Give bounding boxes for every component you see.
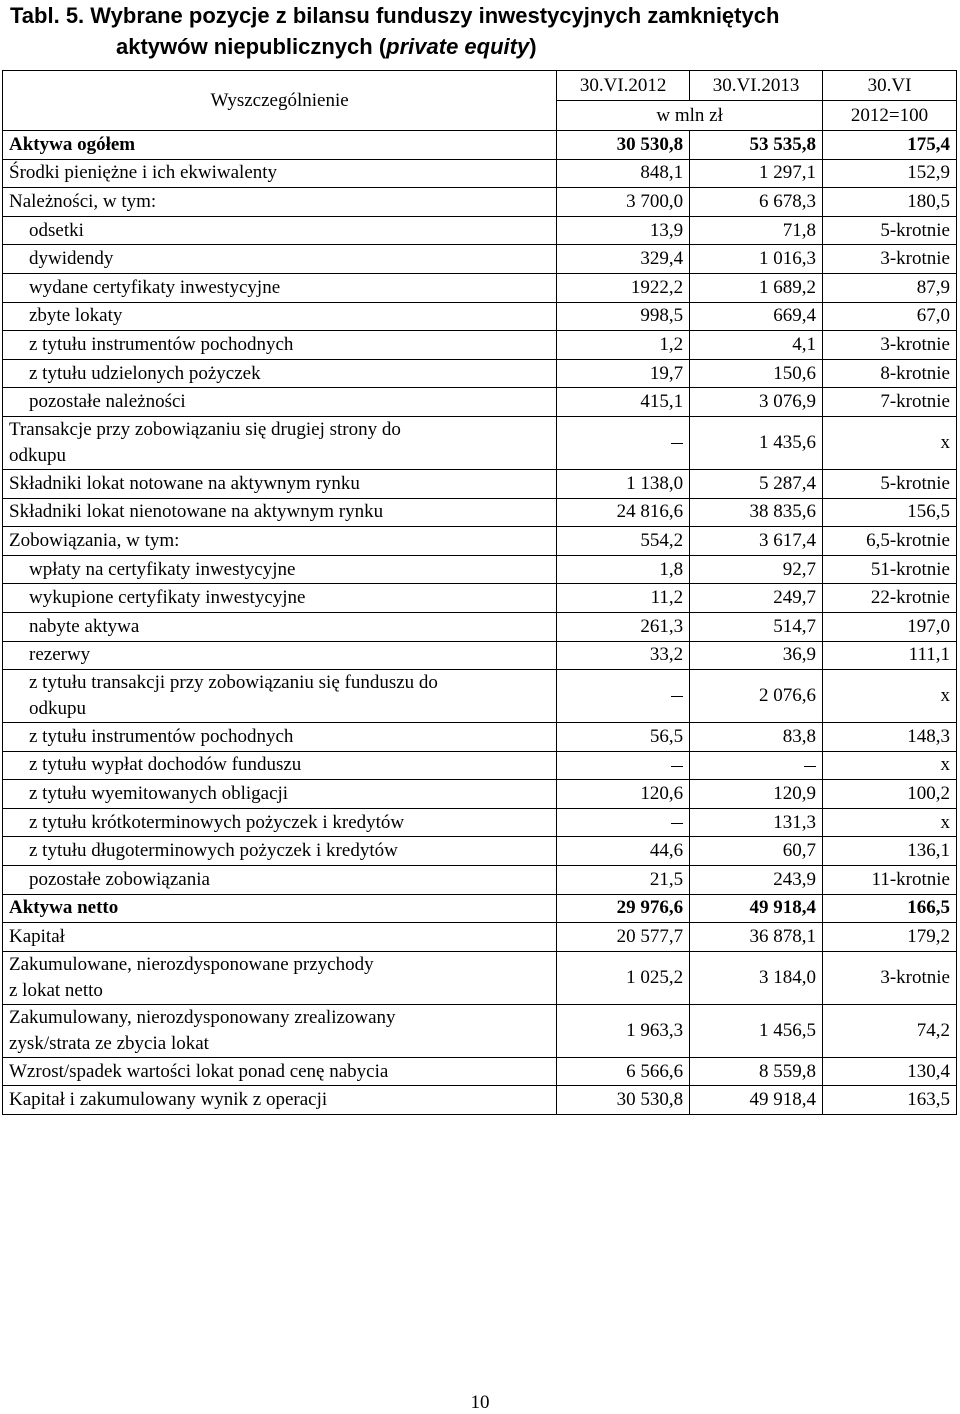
cell-index: 5-krotnie [823,469,957,498]
balance-table [2,70,957,1115]
cell-index: 51-krotnie [823,555,957,584]
cell-2013: 243,9 [690,866,823,895]
table-title-line2: aktywów niepublicznych (private equity) [116,34,537,59]
row-label: z tytułu krótkoterminowych pożyczek i kredytów [3,808,557,837]
cell-index: x [823,416,957,469]
cell-2012: 1,2 [557,331,690,360]
cell-index: x [823,751,957,780]
cell-index: 136,1 [823,837,957,866]
cell-2013: 6 678,3 [690,188,823,217]
cell-index: 74,2 [823,1004,957,1057]
cell-2013: 514,7 [690,612,823,641]
cell-2012 [557,751,690,780]
row-label: zbyte lokaty [3,302,557,331]
cell-index: 166,5 [823,894,957,923]
cell-2013: 36 878,1 [690,923,823,952]
row-label: wykupione certyfikaty inwestycyjne [3,584,557,613]
table-title [10,0,950,62]
cell-2012: 21,5 [557,866,690,895]
table-title-line1: Tabl. 5. Wybrane pozycje z bilansu funduszy inwestycyjnych zamkniętych [10,3,780,28]
cell-2012: 44,6 [557,837,690,866]
cell-2012: 261,3 [557,612,690,641]
cell-index: 111,1 [823,641,957,670]
row-label: z tytułu instrumentów pochodnych [3,331,557,360]
cell-2012: 30 530,8 [557,131,690,160]
cell-2012: 1 963,3 [557,1004,690,1057]
table-row [3,302,957,331]
row-label: Składniki lokat notowane na aktywnym rynku [3,469,557,498]
header-col-index: 30.VI [823,71,957,101]
row-label: Kapitał [3,923,557,952]
cell-2013: 120,9 [690,780,823,809]
header-col-2012: 30.VI.2012 [557,71,690,101]
table-row [3,331,957,360]
cell-2013: 1 016,3 [690,245,823,274]
row-label: Należności, w tym: [3,188,557,217]
table-row [3,584,957,613]
table-row [3,555,957,584]
table-row [3,359,957,388]
cell-2013: 53 535,8 [690,131,823,160]
table-row [3,131,957,160]
cell-index: 3-krotnie [823,331,957,360]
cell-2013: 3 617,4 [690,527,823,556]
row-label: odsetki [3,216,557,245]
page-number: 10 [470,1392,490,1413]
cell-2012: 1 138,0 [557,469,690,498]
cell-index: 7-krotnie [823,388,957,417]
cell-2012 [557,416,690,469]
table-row [3,159,957,188]
row-label: Wzrost/spadek wartości lokat ponad cenę nabycia [3,1057,557,1086]
table-row [3,837,957,866]
cell-index: 3-krotnie [823,951,957,1004]
table-row [3,527,957,556]
cell-2013: 1 456,5 [690,1004,823,1057]
dash-mark [671,766,683,767]
table-row [3,866,957,895]
dash-mark [804,766,816,767]
table-row [3,469,957,498]
cell-2013: 1 297,1 [690,159,823,188]
row-label: z tytułu długoterminowych pożyczek i kredytów [3,837,557,866]
cell-2013: 249,7 [690,584,823,613]
row-label: pozostałe zobowiązania [3,866,557,895]
row-label: z tytułu wypłat dochodów funduszu [3,751,557,780]
dash-mark [671,696,683,697]
table-row [3,1004,957,1057]
cell-index: 5-krotnie [823,216,957,245]
cell-index: x [823,808,957,837]
table-row [3,245,957,274]
row-label: z tytułu wyemitowanych obligacji [3,780,557,809]
cell-2013: 36,9 [690,641,823,670]
cell-2013: 3 076,9 [690,388,823,417]
header-col-2013: 30.VI.2013 [690,71,823,101]
cell-2012: 19,7 [557,359,690,388]
table-row [3,612,957,641]
table-row [3,670,957,723]
table-row [3,273,957,302]
cell-index: 156,5 [823,498,957,527]
cell-index: 100,2 [823,780,957,809]
table-row [3,1086,957,1115]
row-label: Aktywa netto [3,894,557,923]
cell-2012: 20 577,7 [557,923,690,952]
row-label: z tytułu transakcji przy zobowiązaniu się funduszu do odkupu [3,670,557,723]
table-row [3,388,957,417]
cell-2013: 2 076,6 [690,670,823,723]
cell-2012: 415,1 [557,388,690,417]
row-label: Zakumulowane, nierozdysponowane przychody z lokat netto [3,951,557,1004]
cell-index: 197,0 [823,612,957,641]
cell-2013: 49 918,4 [690,1086,823,1115]
table-row [3,923,957,952]
header-base: 2012=100 [823,101,957,131]
table-row [3,416,957,469]
cell-index: 130,4 [823,1057,957,1086]
cell-2013: 3 184,0 [690,951,823,1004]
cell-index: 6,5-krotnie [823,527,957,556]
cell-2012: 1922,2 [557,273,690,302]
table-row [3,641,957,670]
cell-2012: 11,2 [557,584,690,613]
row-label: rezerwy [3,641,557,670]
cell-index: 11-krotnie [823,866,957,895]
cell-2013: 5 287,4 [690,469,823,498]
cell-2012: 998,5 [557,302,690,331]
row-label: Transakcje przy zobowiązaniu się drugiej strony do odkupu [3,416,557,469]
cell-2013: 8 559,8 [690,1057,823,1086]
cell-2012: 30 530,8 [557,1086,690,1115]
cell-index: 179,2 [823,923,957,952]
row-label: Aktywa ogółem [3,131,557,160]
cell-2012: 6 566,6 [557,1057,690,1086]
row-label: Środki pieniężne i ich ekwiwalenty [3,159,557,188]
table-row [3,1057,957,1086]
cell-index: 163,5 [823,1086,957,1115]
cell-2013: 71,8 [690,216,823,245]
cell-2013: 150,6 [690,359,823,388]
row-label: wydane certyfikaty inwestycyjne [3,273,557,302]
cell-index: 148,3 [823,723,957,752]
cell-index: 152,9 [823,159,957,188]
cell-2012: 848,1 [557,159,690,188]
cell-index: 87,9 [823,273,957,302]
cell-index: 3-krotnie [823,245,957,274]
table-row [3,751,957,780]
cell-2012: 33,2 [557,641,690,670]
cell-2012: 329,4 [557,245,690,274]
dash-mark [671,823,683,824]
row-label: dywidendy [3,245,557,274]
cell-2013: 131,3 [690,808,823,837]
cell-2012: 1,8 [557,555,690,584]
cell-index: 180,5 [823,188,957,217]
cell-2012: 24 816,6 [557,498,690,527]
cell-index: x [823,670,957,723]
row-label: Kapitał i zakumulowany wynik z operacji [3,1086,557,1115]
header-label: Wyszczególnienie [3,71,557,131]
cell-index: 8-krotnie [823,359,957,388]
cell-2013: 669,4 [690,302,823,331]
cell-2013 [690,751,823,780]
row-label: pozostałe należności [3,388,557,417]
cell-2012: 1 025,2 [557,951,690,1004]
header-row [3,71,957,101]
row-label: z tytułu udzielonych pożyczek [3,359,557,388]
cell-index: 22-krotnie [823,584,957,613]
table-row [3,951,957,1004]
row-label: z tytułu instrumentów pochodnych [3,723,557,752]
dash-mark [671,443,683,444]
cell-2013: 1 435,6 [690,416,823,469]
table-row [3,723,957,752]
row-label: Zakumulowany, nierozdysponowany zrealizowany zysk/strata ze zbycia lokat [3,1004,557,1057]
row-label: wpłaty na certyfikaty inwestycyjne [3,555,557,584]
table-row [3,188,957,217]
cell-2013: 38 835,6 [690,498,823,527]
table-row [3,894,957,923]
cell-2012: 56,5 [557,723,690,752]
table-row [3,216,957,245]
cell-2013: 1 689,2 [690,273,823,302]
cell-index: 175,4 [823,131,957,160]
cell-2013: 60,7 [690,837,823,866]
cell-2012: 554,2 [557,527,690,556]
cell-2012: 120,6 [557,780,690,809]
cell-2013: 83,8 [690,723,823,752]
cell-2012 [557,670,690,723]
cell-index: 67,0 [823,302,957,331]
table-row [3,780,957,809]
table-row [3,498,957,527]
table-row [3,808,957,837]
cell-2012 [557,808,690,837]
cell-2013: 49 918,4 [690,894,823,923]
row-label: Składniki lokat nienotowane na aktywnym rynku [3,498,557,527]
cell-2012: 29 976,6 [557,894,690,923]
cell-2013: 92,7 [690,555,823,584]
cell-2012: 3 700,0 [557,188,690,217]
header-unit: w mln zł [557,101,823,131]
cell-2013: 4,1 [690,331,823,360]
row-label: Zobowiązania, w tym: [3,527,557,556]
row-label: nabyte aktywa [3,612,557,641]
cell-2012: 13,9 [557,216,690,245]
